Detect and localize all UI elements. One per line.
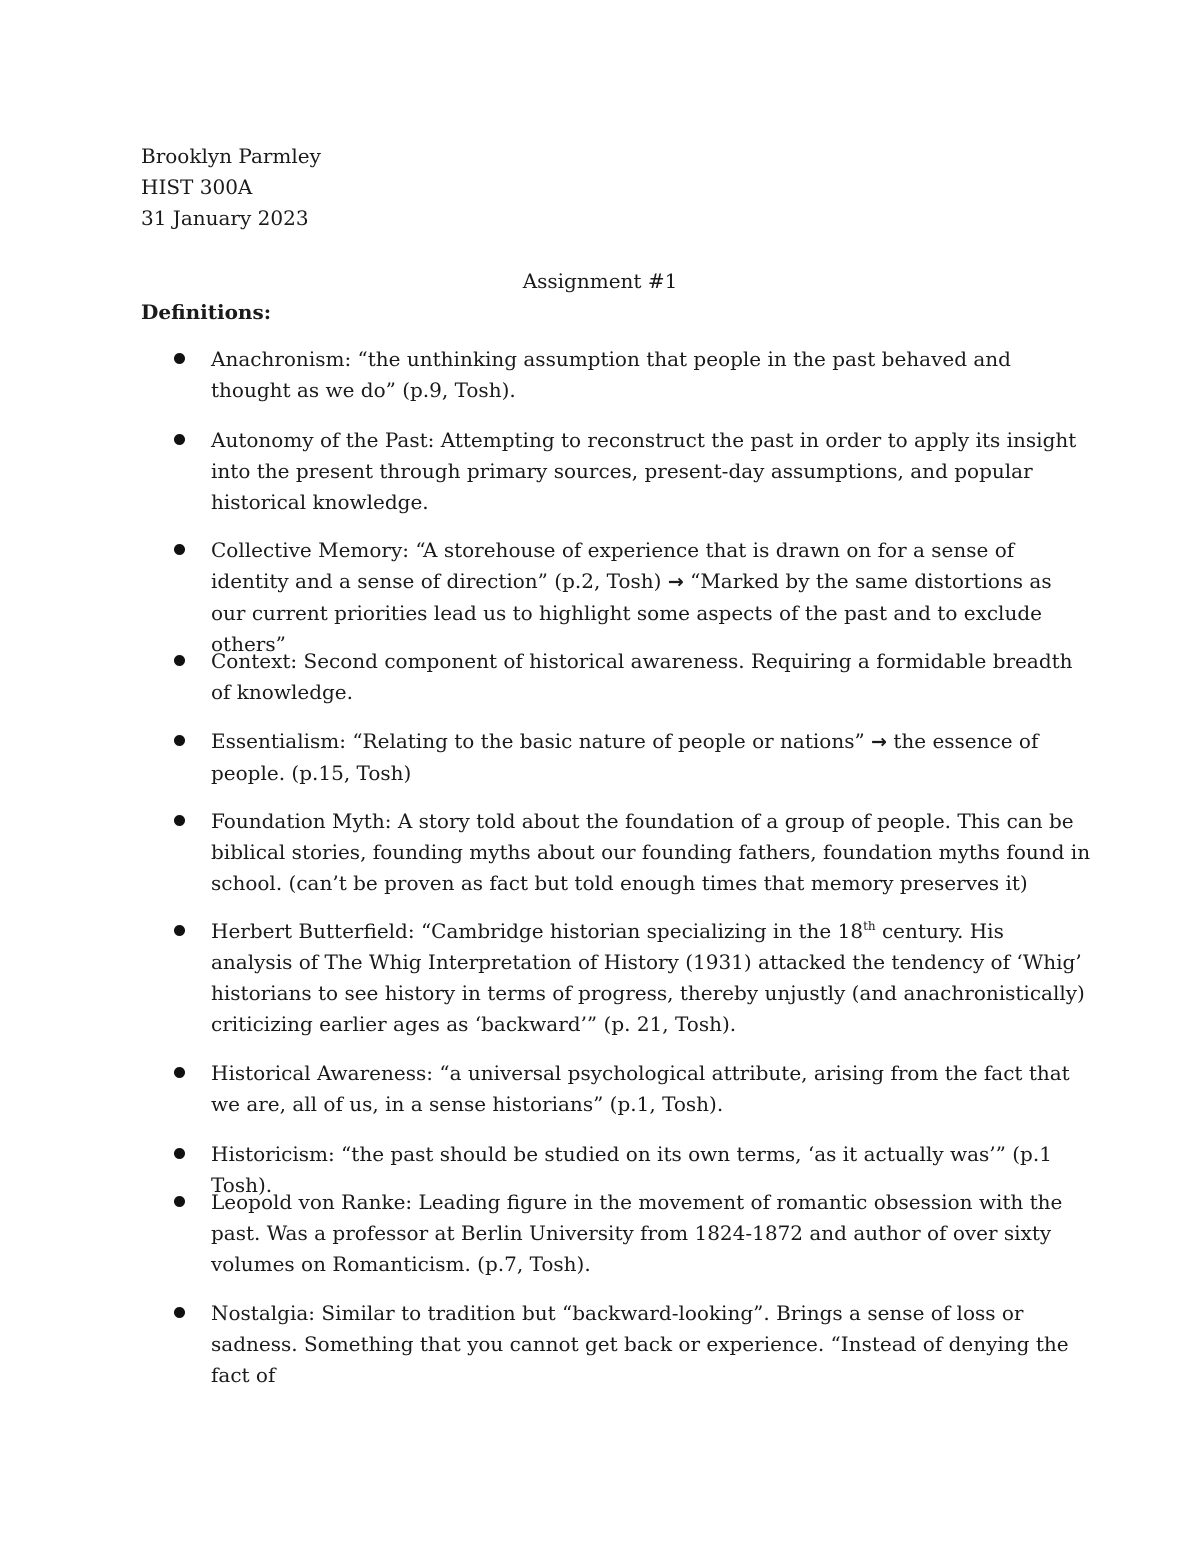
definition-text: Context: Second component of historical awareness. Requiring a formidable breadth of knowledge.	[211, 649, 1073, 704]
list-item	[211, 646, 1091, 708]
definition-text-continued: “Marked by the same distortions as our current priorities lead us to highlight some aspects of the past and to exclude others”	[211, 569, 1052, 656]
list-item	[211, 344, 1091, 406]
definition-text: Collective Memory: “A storehouse of experience that is drawn on for a sense of identity and a sense of direction” (p.2, Tosh)	[211, 538, 1015, 593]
definition-text: Herbert Butterfield: “Cambridge historian specializing in the 18	[211, 919, 864, 943]
bullet-icon	[174, 544, 185, 555]
list-item	[211, 535, 1091, 660]
definition-text: Essentialism: “Relating to the basic nature of people or nations”	[211, 729, 865, 753]
list-item	[211, 726, 1091, 789]
list-item	[211, 1058, 1091, 1120]
definition-text: Autonomy of the Past: Attempting to reconstruct the past in order to apply its insight into the present through primary sources, present-day assumptions, and popular historical knowledge.	[211, 428, 1077, 514]
definition-text: Historical Awareness: “a universal psychological attribute, arising from the fact that we are, all of us, in a sense historians” (p.1, Tosh).	[211, 1061, 1070, 1116]
author-name: Brooklyn Parmley	[141, 144, 321, 168]
definition-text: Nostalgia: Similar to tradition but “backward-looking”. Brings a sense of loss or sadness. Something that you cannot get back or experience. “Instead of denying the fact of	[211, 1301, 1069, 1387]
document-title: Assignment #1	[522, 269, 678, 293]
definition-text: Anachronism: “the unthinking assumption that people in the past behaved and thought as we do” (p.9, Tosh).	[211, 347, 1011, 402]
definition-text: Leopold von Ranke: Leading figure in the movement of romantic obsession with the past. Was a professor at Berlin University from 1824-1872 and author of over sixty volumes on Romanticism. (p.7, Tosh).	[211, 1190, 1063, 1276]
bullet-icon	[174, 353, 185, 364]
list-item	[211, 916, 1091, 1040]
section-heading: Definitions:	[141, 300, 272, 324]
bullet-icon	[174, 1196, 185, 1207]
bullet-icon	[174, 434, 185, 445]
definition-text: Historicism: “the past should be studied on its own terms, ‘as it actually was’” (p.1 Tosh).	[211, 1142, 1052, 1197]
bullet-icon	[174, 1148, 185, 1159]
list-item	[211, 1298, 1091, 1391]
arrow-right-icon: →	[667, 571, 684, 593]
definition-text: Foundation Myth: A story told about the foundation of a group of people. This can be biblical stories, founding myths about our founding fathers, foundation myths found in school. (can’t be proven as fact but told enough times that memory preserves it)	[211, 809, 1091, 895]
definition-text-continued: century. His analysis of The Whig Interpretation of History (1931) attacked the tendency of ‘Whig’ historians to see history in terms of progress, thereby unjustly (and anachronistically) criticizing earlier ages as ‘backward’” (p. 21, Tosh).	[211, 919, 1085, 1036]
list-item	[211, 1187, 1091, 1280]
document-date: 31 January 2023	[141, 206, 309, 230]
superscript: th	[863, 919, 876, 933]
bullet-icon	[174, 1307, 185, 1318]
bullet-icon	[174, 1067, 185, 1078]
bullet-icon	[174, 925, 185, 936]
arrow-right-icon: →	[871, 731, 887, 753]
definition-text-continued: the essence of people. (p.15, Tosh)	[211, 729, 1039, 785]
bullet-icon	[174, 815, 185, 826]
list-item	[211, 806, 1091, 899]
header-block	[141, 141, 321, 234]
bullet-icon	[174, 735, 185, 746]
course-code: HIST 300A	[141, 175, 253, 199]
bullet-icon	[174, 655, 185, 666]
list-item	[211, 425, 1091, 518]
